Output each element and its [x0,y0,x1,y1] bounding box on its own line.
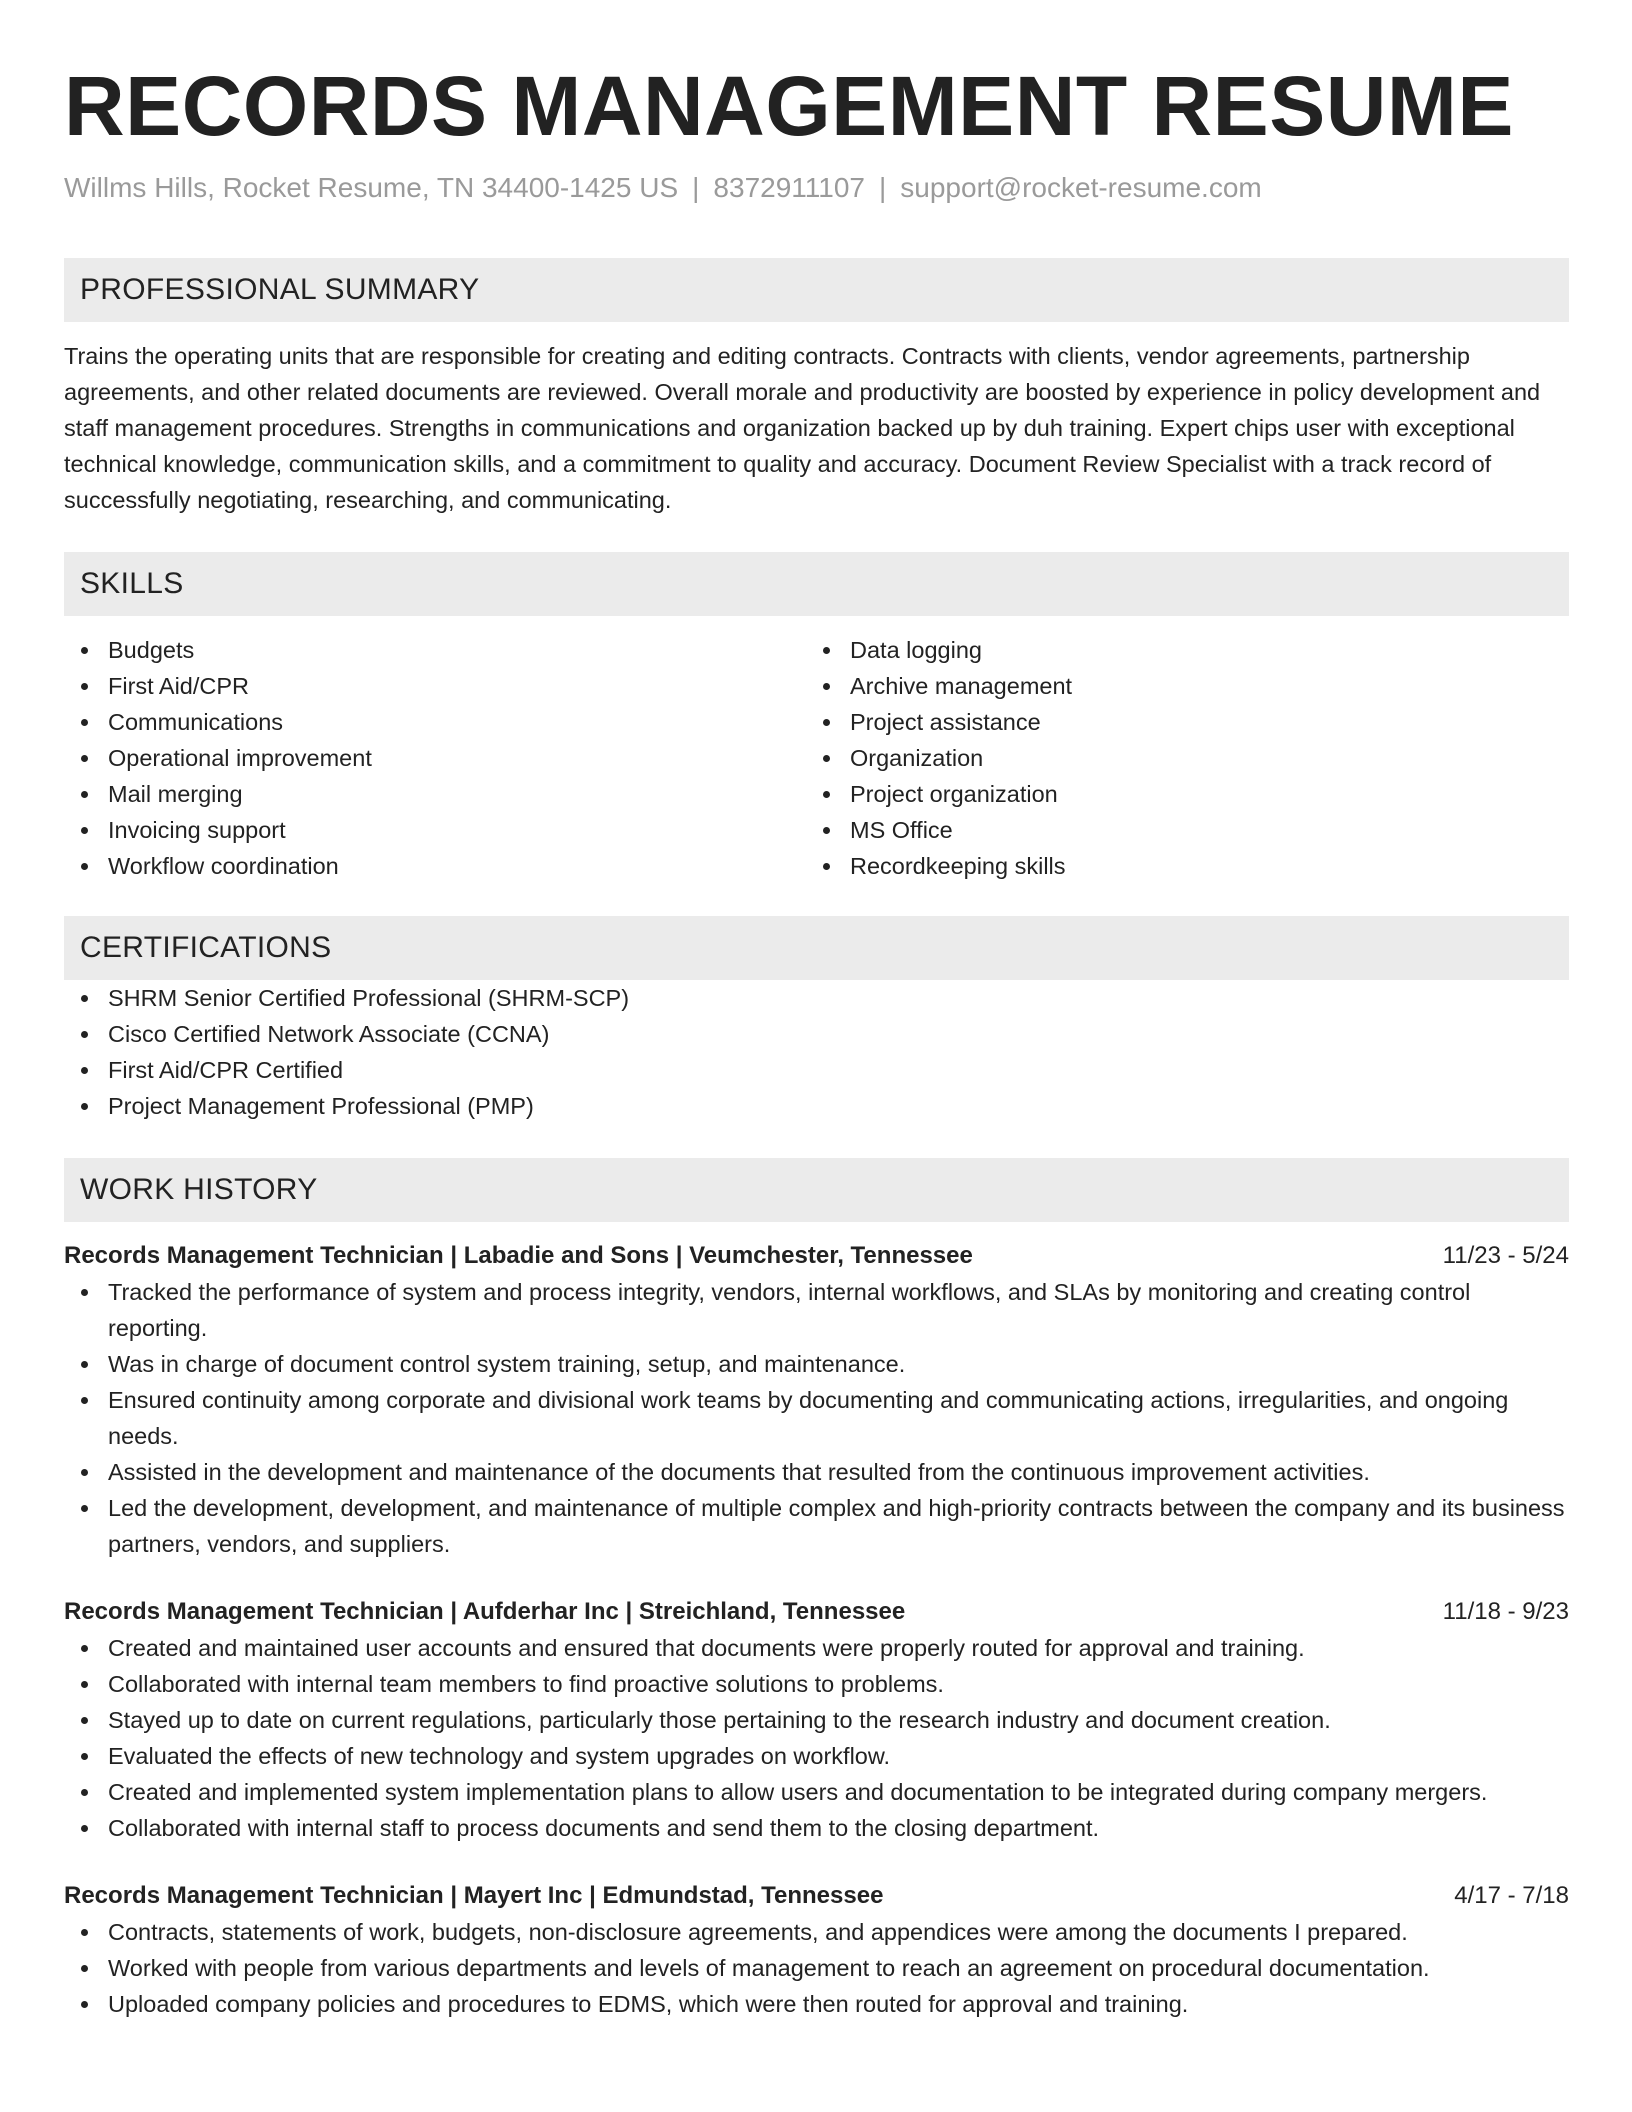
job-bullet: Tracked the performance of system and process integrity, vendors, internal workflows, and SLAs by monitoring and creating control reporting. [64,1274,1569,1346]
job-entry [64,1594,1569,1846]
contact-line [64,170,1569,206]
job-entry [64,1878,1569,2022]
job-header [64,1594,1569,1630]
certification-item: First Aid/CPR Certified [64,1052,1569,1088]
job-bullet: Assisted in the development and maintenance of the documents that resulted from the continuous improvement activities. [64,1454,1569,1490]
contact-phone: 8372911107 [713,172,865,203]
skill-item: Communications [64,704,806,740]
summary-section [64,258,1569,518]
certification-item: Project Management Professional (PMP) [64,1088,1569,1124]
skills-right-list [806,632,1548,884]
skill-item: First Aid/CPR [64,668,806,704]
skill-item: MS Office [806,812,1548,848]
job-bullet: Evaluated the effects of new technology and system upgrades on workflow. [64,1738,1569,1774]
skill-item: Data logging [806,632,1548,668]
certifications-section [64,916,1569,1124]
job-dates: 11/18 - 9/23 [1442,1598,1569,1625]
contact-email: support@rocket-resume.com [900,172,1262,203]
job-bullets [64,1630,1569,1846]
skill-item: Workflow coordination [64,848,806,884]
certification-item: Cisco Certified Network Associate (CCNA) [64,1016,1569,1052]
job-title: Records Management Technician | Mayert Inc | Edmundstad, Tennessee [64,1882,884,1909]
job-bullet: Ensured continuity among corporate and divisional work teams by documenting and communicating actions, irregularities, and ongoing needs. [64,1382,1569,1454]
skills-section [64,552,1569,884]
skill-item: Budgets [64,632,806,668]
skills-columns [64,632,1569,884]
skills-left-list [64,632,806,884]
work-history-header [64,1158,1569,1222]
work-history-heading: WORK HISTORY [80,1173,318,1206]
job-bullet: Led the development, development, and maintenance of multiple complex and high-priority contracts between the company and its business partners, vendors, and suppliers. [64,1490,1569,1562]
certifications-heading: CERTIFICATIONS [80,931,332,964]
summary-heading: PROFESSIONAL SUMMARY [80,273,480,306]
job-bullet: Worked with people from various departments and levels of management to reach an agreement on procedural documentation. [64,1950,1569,1986]
contact-address: Willms Hills, Rocket Resume, TN 34400-1425 US [64,172,679,203]
job-dates: 4/17 - 7/18 [1454,1882,1569,1909]
skill-item: Project organization [806,776,1548,812]
skill-item: Operational improvement [64,740,806,776]
summary-text: Trains the operating units that are responsible for creating and editing contracts. Contracts with clients, vendor agreements, partnership agreements, and other related documents are reviewed. Overall morale and productivity are boosted by experience in policy development and staff management procedures. Strengths in communications and organization backed up by duh training. Expert chips user with exceptional technical knowledge, communication skills, and a commitment to quality and accuracy. Document Review Specialist with a track record of successfully negotiating, researching, and communicating. [64,343,1541,513]
skill-item: Project assistance [806,704,1548,740]
certifications-list [64,980,1569,1124]
resume-title: RECORDS MANAGEMENT RESUME [64,59,1514,153]
skill-item: Mail merging [64,776,806,812]
certifications-header [64,916,1569,980]
skill-item: Archive management [806,668,1548,704]
skill-item: Organization [806,740,1548,776]
job-bullet: Stayed up to date on current regulations, particularly those pertaining to the research industry and document creation. [64,1702,1569,1738]
summary-header [64,258,1569,322]
skills-header [64,552,1569,616]
certification-item: SHRM Senior Certified Professional (SHRM-SCP) [64,980,1569,1016]
skill-item: Invoicing support [64,812,806,848]
job-bullet: Contracts, statements of work, budgets, non-disclosure agreements, and appendices were among the documents I prepared. [64,1914,1569,1950]
skill-item: Recordkeeping skills [806,848,1548,884]
job-title: Records Management Technician | Labadie and Sons | Veumchester, Tennessee [64,1242,973,1269]
contact-separator: | [879,172,887,203]
job-header [64,1238,1569,1274]
skills-heading: SKILLS [80,567,184,600]
job-bullet: Collaborated with internal team members to find proactive solutions to problems. [64,1666,1569,1702]
contact-separator: | [692,172,700,203]
job-bullet: Created and maintained user accounts and ensured that documents were properly routed for approval and training. [64,1630,1569,1666]
job-bullet: Uploaded company policies and procedures to EDMS, which were then routed for approval and training. [64,1986,1569,2022]
job-bullet: Was in charge of document control system training, setup, and maintenance. [64,1346,1569,1382]
job-title: Records Management Technician | Aufderhar Inc | Streichland, Tennessee [64,1598,906,1625]
job-bullet: Created and implemented system implementation plans to allow users and documentation to be integrated during company mergers. [64,1774,1569,1810]
job-dates: 11/23 - 5/24 [1442,1242,1569,1269]
job-header [64,1878,1569,1914]
job-entry [64,1238,1569,1562]
job-bullet: Collaborated with internal staff to process documents and send them to the closing department. [64,1810,1569,1846]
job-bullets [64,1914,1569,2022]
job-bullets [64,1274,1569,1562]
resume-page [64,0,1569,2022]
work-history-section [64,1158,1569,2022]
